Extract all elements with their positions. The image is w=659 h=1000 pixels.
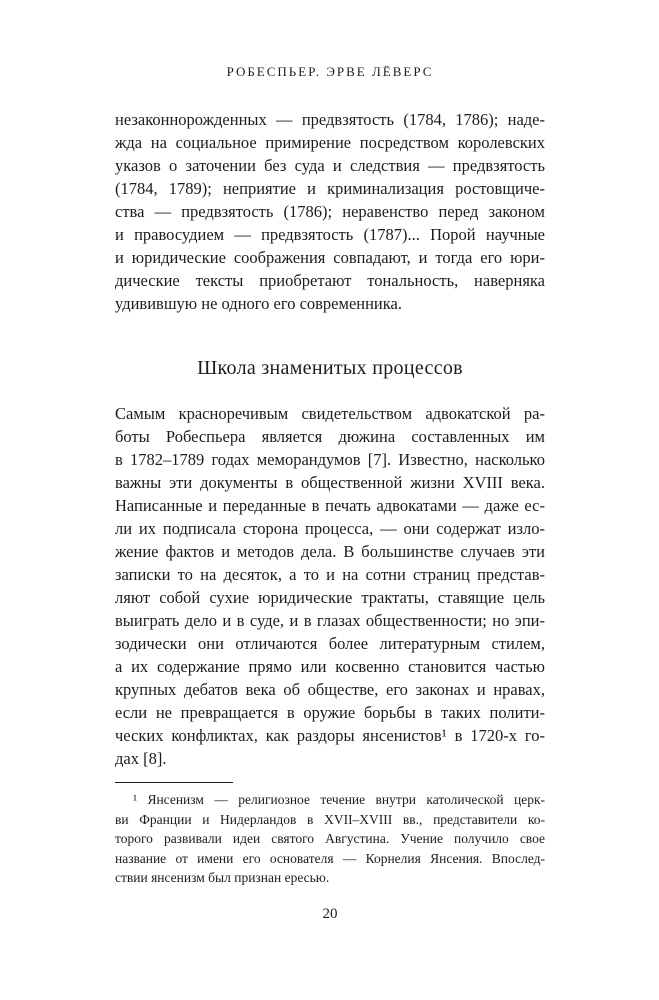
text-line: зодически они отличаются более литературным стилем, — [115, 634, 545, 653]
text-line: записки то на десяток, а то и на сотни страниц представ- — [115, 565, 545, 584]
footnote — [115, 790, 545, 888]
text-line: Самым красноречивым свидетельством адвокатской ра- — [115, 404, 545, 423]
text-line: и юридические соображения совпадают, и тогда его юри- — [115, 248, 545, 267]
text-line: важны эти документы в общественной жизни XVIII века. — [115, 473, 545, 492]
text-line: в 1782–1789 годах меморандумов [7]. Известно, насколько — [115, 450, 545, 469]
text-line: ляют собой сухие юридические трактаты, ставящие цель — [115, 588, 545, 607]
text-line: ческих конфликтах, как раздоры янсенистов¹ в 1720-х го- — [115, 726, 545, 745]
footnote-divider — [115, 782, 233, 783]
paragraph-main — [115, 402, 545, 770]
text-line: Написанные и переданные в печать адвокатами — даже ес- — [115, 496, 545, 515]
text-line: ли их подписала сторона процесса, — они содержат изло- — [115, 519, 545, 538]
text-line: если не превращается в оружие борьбы в таких полити- — [115, 703, 545, 722]
text-line: выиграть дело и в суде, и в глазах общественности; но эпи- — [115, 611, 545, 630]
text-line: дах [8]. — [115, 749, 167, 768]
text-line: боты Робеспьера является дюжина составленных им — [115, 427, 545, 446]
text-line: указов о заточении без суда и следствия — предвзятость — [115, 156, 545, 175]
text-line: торого развивали идеи святого Августина. Учение получило свое — [115, 831, 545, 846]
paragraph-continuation — [115, 108, 545, 315]
text-line: жение фактов и методов дела. В большинстве случаев эти — [115, 542, 545, 561]
text-line: и правосудием — предвзятость (1787)... Порой научные — [115, 225, 545, 244]
text-line: ви Франции и Нидерландов в XVII–XVIII вв., представители ко- — [115, 811, 545, 827]
text-line: а их содержание прямо или косвенно становится частью — [115, 657, 545, 676]
text-line: ствии янсенизм был признан ересью. — [115, 870, 330, 885]
text-line: ¹ Янсенизм — религиозное течение внутри католической церк- — [133, 792, 545, 807]
section-heading: Школа знаменитых процессов — [197, 357, 463, 379]
text-line: название от имени его основателя — Корнелия Янсения. Впослед- — [115, 850, 545, 866]
page-number: 20 — [322, 905, 338, 922]
text-line: крупных дебатов века об обществе, его законах и нравах, — [115, 680, 545, 699]
text-line: удивившую не одного его современника. — [115, 294, 402, 313]
text-line: незаконнорожденных — предвзятость (1784, 1786); наде- — [115, 110, 545, 129]
text-line: (1784, 1789); неприятие и криминализация ростовщиче- — [115, 179, 545, 198]
text-line: ства — предвзятость (1786); неравенство перед законом — [115, 202, 545, 221]
text-line: дические тексты приобретают тональность, наверняка — [115, 271, 545, 290]
text-line: жда на социальное примирение посредством королевских — [115, 133, 545, 152]
running-header: РОБЕСПЬЕР. ЭРВЕ ЛЁВЕРС — [226, 64, 434, 79]
